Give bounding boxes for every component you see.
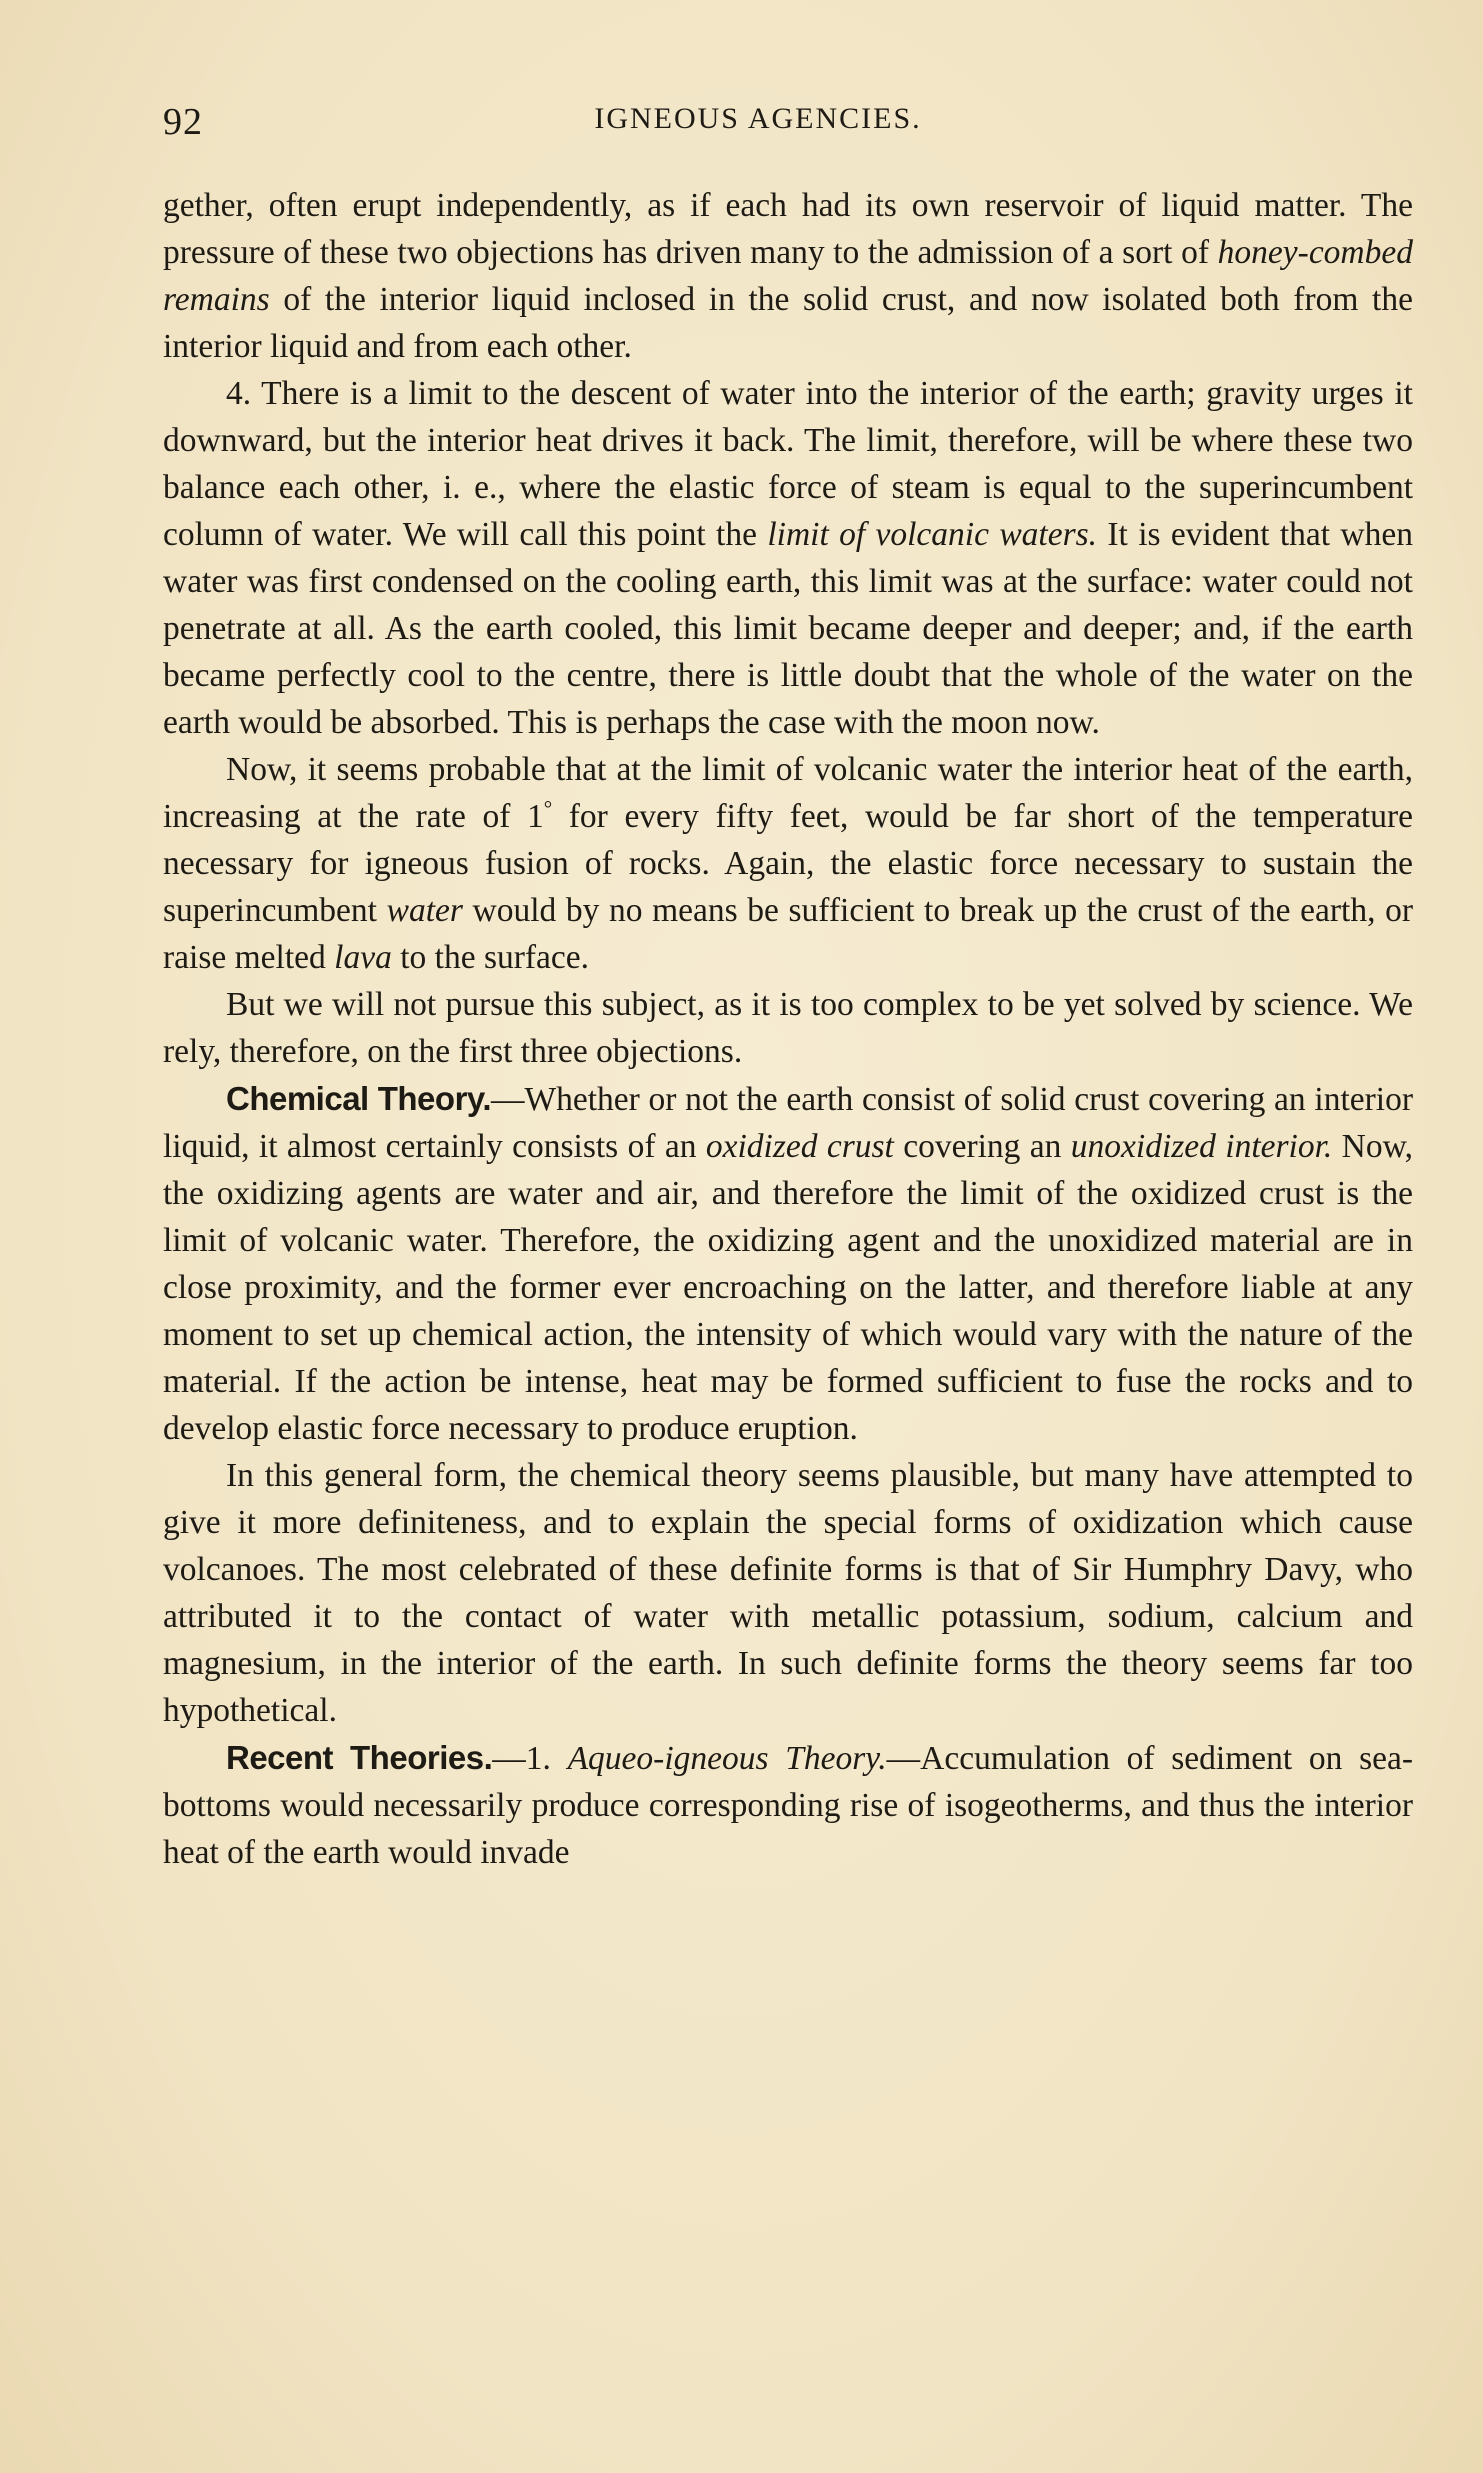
text-run: —Accumulation of sediment on sea-bottoms would necessarily produce corresponding rise of isogeotherms, and thus the interior heat of the earth would invade	[163, 1740, 1414, 1871]
paragraph-5	[163, 1075, 1413, 1452]
paragraph-1	[163, 182, 1413, 370]
text-run: would by no means be sufficient to break up the crust of the earth, or raise melted	[163, 892, 1413, 976]
paragraph-7	[163, 1734, 1413, 1876]
text-run: —1.	[492, 1740, 568, 1777]
paragraph-2	[163, 370, 1413, 746]
text-run: Now, it seems probable that at the limit of volcanic water the interior heat of the earth, increasing at the rate of 1	[163, 751, 1413, 835]
italic-phrase: oxidized crust	[705, 1128, 894, 1165]
italic-phrase: Aqueo-igneous Theory.	[567, 1740, 887, 1777]
section-heading-chemical-theory: Chemical Theory.	[226, 1080, 491, 1117]
body-text	[163, 182, 1413, 1876]
paragraph-4	[163, 981, 1413, 1075]
italic-phrase: unoxidized interior.	[1070, 1128, 1333, 1165]
text-run: covering an	[893, 1128, 1071, 1165]
text-run: In this general form, the chemical theory seems plausible, but many have attempted to give it more definiteness, and to explain the special forms of oxidization which cause volcanoes. The most celebrated of these definite forms is that of Sir Humphry Davy, who attributed it to the contact of water with metallic potassium, sodium, calcium and magnesium, in the interior of the earth. In such definite forms the theory seems far too hypothetical.	[163, 1457, 1413, 1729]
text-run: But we will not pursue this subject, as it is too complex to be yet solved by science. We rely, therefore, on the first three objections.	[163, 986, 1413, 1070]
italic-phrase: limit of volcanic waters.	[767, 516, 1098, 553]
italic-phrase: water	[386, 892, 463, 929]
text-run: of the interior liquid inclosed in the solid crust, and now isolated both from the interior liquid and from each other.	[163, 281, 1413, 365]
text-run: —Whether or not the earth consist of solid crust covering an interior liquid, it almost certainly consists of an	[163, 1081, 1413, 1165]
running-head: IGNEOUS AGENCIES.	[594, 102, 922, 135]
text-run: It is evident that when water was first condensed on the cooling earth, this limit was at the surface: water could not penetrate at all. As the earth cooled, this limit became deeper and deeper; and, if the earth became perfectly cool to the centre, there is little doubt that the whole of the water on the earth would be absorbed. This is perhaps the case with the moon now.	[163, 516, 1413, 741]
italic-phrase: honey-combed remains	[163, 234, 1413, 318]
page-number: 92	[163, 101, 203, 143]
section-heading-recent-theories: Recent Theories.	[226, 1739, 493, 1776]
text-run: to the surface.	[391, 939, 590, 976]
text-run: gether, often erupt independently, as if each had its own reservoir of liquid matter. The pressure of these two objections has driven many to the admission of a sort of	[163, 187, 1413, 271]
text-run: Now, the oxidizing agents are water and air, and therefore the limit of the oxidized crust is the limit of volcanic water. Therefore, the oxidizing agent and the unoxidized material are in close proximity, and the former ever encroaching on the latter, and therefore liable at any moment to set up chemical action, the intensity of which would vary with the nature of the material. If the action be intense, heat may be formed sufficient to fuse the rocks and to develop elastic force necessary to produce eruption.	[163, 1128, 1414, 1447]
paragraph-6	[163, 1452, 1413, 1734]
paragraph-3	[163, 746, 1413, 981]
text-run: 4. There is a limit to the descent of water into the interior of the earth; gravity urges it downward, but the interior heat drives it back. The limit, therefore, will be where these two balance each other, i. e., where the elastic force of steam is equal to the superincumbent column of water. We will call this point the	[163, 375, 1413, 553]
page-header	[163, 100, 1413, 150]
italic-phrase: lava	[334, 939, 392, 976]
degree-symbol: °	[543, 795, 553, 820]
text-run: for every fifty feet, would be far short of the temperature necessary for igneous fusion of rocks. Again, the elastic force necessary to sustain the superincumbent	[163, 798, 1413, 929]
